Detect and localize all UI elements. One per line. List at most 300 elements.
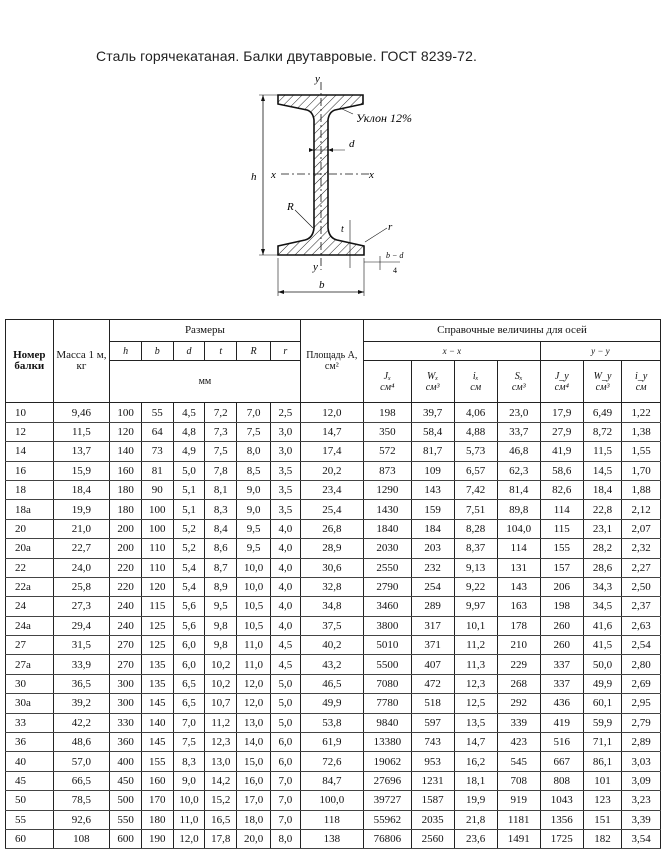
beam-number-cell: 22 (6, 558, 54, 577)
table-cell: 163 (497, 597, 540, 616)
beam-number-cell: 27 (6, 636, 54, 655)
table-cell: 29,4 (53, 616, 110, 635)
table-row (6, 558, 661, 577)
table-cell: 21,0 (53, 519, 110, 538)
table-cell: 4,8 (173, 422, 205, 441)
label-x-right: x (369, 169, 374, 181)
table-cell: 90 (141, 480, 173, 499)
table-cell: 22,8 (583, 500, 622, 519)
table-cell: 42,2 (53, 713, 110, 732)
table-cell: 27,3 (53, 597, 110, 616)
table-cell: 39727 (364, 791, 412, 810)
table-cell: 17,0 (237, 791, 271, 810)
table-cell: 1,55 (622, 442, 661, 461)
beam-number-cell: 16 (6, 461, 54, 480)
table-cell: 19,9 (53, 500, 110, 519)
table-cell: 12,0 (173, 829, 205, 848)
table-cell: 64 (141, 422, 173, 441)
table-row (6, 810, 661, 829)
table-cell: 20,0 (237, 829, 271, 848)
table-cell: 2550 (364, 558, 412, 577)
table-row (6, 694, 661, 713)
table-cell: 10,5 (237, 616, 271, 635)
table-cell: 34,3 (583, 577, 622, 596)
table-cell: 220 (110, 577, 142, 596)
table-cell: 7,0 (173, 713, 205, 732)
dim-h-header: h (110, 342, 142, 361)
table-cell: 14,5 (583, 461, 622, 480)
table-cell: 13,5 (454, 713, 497, 732)
table-cell: 5,0 (271, 694, 301, 713)
table-cell: 5,0 (271, 713, 301, 732)
beam-number-cell: 30 (6, 674, 54, 693)
table-cell: 11,0 (237, 636, 271, 655)
table-cell: 145 (141, 694, 173, 713)
ref-ix: iₓ см (454, 361, 497, 403)
table-cell: 16,5 (205, 810, 237, 829)
table-cell: 170 (141, 791, 173, 810)
table-cell: 25,8 (53, 577, 110, 596)
table-cell: 1356 (540, 810, 583, 829)
table-cell: 2,27 (622, 558, 661, 577)
table-cell: 33,9 (53, 655, 110, 674)
table-cell: 2790 (364, 577, 412, 596)
table-cell: 13,0 (237, 713, 271, 732)
table-cell: 23,6 (454, 829, 497, 848)
dim-d-header: d (173, 342, 205, 361)
table-cell: 4,0 (271, 519, 301, 538)
table-cell: 48,6 (53, 733, 110, 752)
table-cell: 27696 (364, 771, 412, 790)
label-x-left: x (271, 169, 276, 181)
table-cell: 206 (540, 577, 583, 596)
table-cell: 292 (497, 694, 540, 713)
table-cell: 11,5 (583, 442, 622, 461)
table-cell: 18,1 (454, 771, 497, 790)
table-row (6, 733, 661, 752)
table-cell: 89,8 (497, 500, 540, 519)
table-cell: 31,5 (53, 636, 110, 655)
table-cell: 125 (141, 636, 173, 655)
table-cell: 10,5 (237, 597, 271, 616)
table-cell: 8,28 (454, 519, 497, 538)
table-cell: 436 (540, 694, 583, 713)
table-cell: 30,6 (300, 558, 363, 577)
ref-Jy: J_y см⁴ (540, 361, 583, 403)
table-row (6, 791, 661, 810)
table-cell: 20,2 (300, 461, 363, 480)
table-cell: 3800 (364, 616, 412, 635)
table-row (6, 636, 661, 655)
table-cell: 72,6 (300, 752, 363, 771)
table-cell: 125 (141, 616, 173, 635)
table-cell: 2,89 (622, 733, 661, 752)
ref-Wx: Wₓ см³ (411, 361, 454, 403)
table-cell: 240 (110, 616, 142, 635)
table-cell: 229 (497, 655, 540, 674)
table-cell: 8,4 (205, 519, 237, 538)
table-cell: 40,2 (300, 636, 363, 655)
table-cell: 115 (141, 597, 173, 616)
table-cell: 6,0 (271, 733, 301, 752)
table-cell: 33,7 (497, 422, 540, 441)
table-cell: 2,37 (622, 597, 661, 616)
table-cell: 3,03 (622, 752, 661, 771)
table-cell: 339 (497, 713, 540, 732)
table-cell: 12,5 (454, 694, 497, 713)
table-cell: 4,5 (271, 655, 301, 674)
table-cell: 84,7 (300, 771, 363, 790)
table-cell: 419 (540, 713, 583, 732)
table-cell: 1181 (497, 810, 540, 829)
table-cell: 953 (411, 752, 454, 771)
table-cell: 8,3 (173, 752, 205, 771)
table-cell: 708 (497, 771, 540, 790)
label-r: r (388, 221, 393, 233)
label-slope: Уклон 12% (356, 111, 412, 125)
table-row (6, 771, 661, 790)
table-cell: 10,2 (205, 674, 237, 693)
table-cell: 101 (583, 771, 622, 790)
table-cell: 23,0 (497, 403, 540, 422)
table-cell: 3,09 (622, 771, 661, 790)
table-cell: 23,4 (300, 480, 363, 499)
table-cell: 104,0 (497, 519, 540, 538)
table-cell: 58,6 (540, 461, 583, 480)
page-title: Сталь горячекатаная. Балки двутавровые. ГОСТ 8239-72. (96, 48, 477, 64)
dims-group-header: Размеры (110, 320, 300, 342)
table-cell: 4,0 (271, 577, 301, 596)
table-cell: 12,0 (300, 403, 363, 422)
table-body (6, 403, 661, 849)
table-cell: 7,5 (173, 733, 205, 752)
table-cell: 11,0 (237, 655, 271, 674)
table-cell: 140 (141, 713, 173, 732)
table-cell: 10,0 (237, 577, 271, 596)
table-cell: 300 (110, 674, 142, 693)
table-cell: 7,51 (454, 500, 497, 519)
table-cell: 4,0 (271, 616, 301, 635)
table-cell: 110 (141, 539, 173, 558)
table-cell: 200 (110, 519, 142, 538)
beam-number-cell: 14 (6, 442, 54, 461)
table-cell: 13380 (364, 733, 412, 752)
col-number-header: Номер балки (6, 320, 54, 403)
table-cell: 260 (540, 616, 583, 635)
table-cell: 28,6 (583, 558, 622, 577)
beam-table (5, 319, 661, 849)
table-cell: 60,1 (583, 694, 622, 713)
label-t: t (341, 224, 344, 235)
beam-number-cell: 18 (6, 480, 54, 499)
table-row (6, 422, 661, 441)
table-cell: 550 (110, 810, 142, 829)
table-cell: 270 (110, 655, 142, 674)
table-cell: 4,0 (271, 558, 301, 577)
table-cell: 41,6 (583, 616, 622, 635)
table-cell: 12,0 (237, 694, 271, 713)
table-cell: 8,5 (237, 461, 271, 480)
ref-Wy: W_y см³ (583, 361, 622, 403)
table-cell: 34,8 (300, 597, 363, 616)
table-cell: 6,0 (173, 636, 205, 655)
table-row (6, 674, 661, 693)
table-cell: 1043 (540, 791, 583, 810)
table-cell: 8,37 (454, 539, 497, 558)
table-cell: 5010 (364, 636, 412, 655)
table-cell: 8,0 (237, 442, 271, 461)
table-cell: 49,9 (583, 674, 622, 693)
table-cell: 9,5 (237, 519, 271, 538)
table-cell: 100 (141, 519, 173, 538)
table-cell: 36,5 (53, 674, 110, 693)
table-cell: 81 (141, 461, 173, 480)
table-row (6, 480, 661, 499)
table-cell: 120 (141, 577, 173, 596)
label-R: R (287, 201, 294, 213)
table-cell: 21,8 (454, 810, 497, 829)
col-area-header: Площадь A, см² (300, 320, 363, 403)
table-cell: 61,9 (300, 733, 363, 752)
table-cell: 81,7 (411, 442, 454, 461)
table-cell: 1,88 (622, 480, 661, 499)
beam-number-cell: 36 (6, 733, 54, 752)
table-cell: 1840 (364, 519, 412, 538)
table-cell: 10,7 (205, 694, 237, 713)
table-cell: 330 (110, 713, 142, 732)
table-cell: 6,49 (583, 403, 622, 422)
table-cell: 3,5 (271, 500, 301, 519)
table-cell: 18,4 (583, 480, 622, 499)
table-cell: 5,1 (173, 500, 205, 519)
table-cell: 81,4 (497, 480, 540, 499)
table-cell: 572 (364, 442, 412, 461)
table-cell: 19062 (364, 752, 412, 771)
label-bd-den: 4 (393, 266, 397, 275)
table-cell: 138 (300, 829, 363, 848)
label-y-bottom: y (313, 261, 318, 273)
dim-R-header: R (237, 342, 271, 361)
table-cell: 3,39 (622, 810, 661, 829)
table-cell: 8,7 (205, 558, 237, 577)
table-cell: 135 (141, 674, 173, 693)
table-cell: 12,3 (205, 733, 237, 752)
table-cell: 19,9 (454, 791, 497, 810)
table-cell: 28,2 (583, 539, 622, 558)
table-cell: 66,5 (53, 771, 110, 790)
table-cell: 2,50 (622, 577, 661, 596)
beam-number-cell: 40 (6, 752, 54, 771)
table-cell: 39,7 (411, 403, 454, 422)
table-cell: 14,2 (205, 771, 237, 790)
table-cell: 873 (364, 461, 412, 480)
table-cell: 6,57 (454, 461, 497, 480)
table-cell: 25,4 (300, 500, 363, 519)
table-cell: 27,9 (540, 422, 583, 441)
table-cell: 26,8 (300, 519, 363, 538)
table-cell: 8,9 (205, 577, 237, 596)
dim-b-header: b (141, 342, 173, 361)
table-row (6, 500, 661, 519)
table-cell: 11,5 (53, 422, 110, 441)
table-cell: 9,5 (237, 539, 271, 558)
table-cell: 11,0 (173, 810, 205, 829)
table-cell: 50,0 (583, 655, 622, 674)
table-row (6, 713, 661, 732)
table-cell: 200 (110, 539, 142, 558)
table-cell: 667 (540, 752, 583, 771)
table-cell: 270 (110, 636, 142, 655)
table-cell: 12,3 (454, 674, 497, 693)
table-cell: 9840 (364, 713, 412, 732)
table-cell: 5,2 (173, 519, 205, 538)
table-cell: 10,0 (173, 791, 205, 810)
table-cell: 5,4 (173, 558, 205, 577)
label-d: d (349, 138, 355, 150)
table-cell: 135 (141, 655, 173, 674)
table-row (6, 597, 661, 616)
label-b: b (319, 279, 325, 291)
table-cell: 143 (497, 577, 540, 596)
dim-t-header: t (205, 342, 237, 361)
label-y-top: y (315, 73, 320, 85)
table-cell: 140 (110, 442, 142, 461)
table-cell: 184 (411, 519, 454, 538)
beam-number-cell: 22a (6, 577, 54, 596)
table-cell: 14,0 (237, 733, 271, 752)
table-cell: 71,1 (583, 733, 622, 752)
table-cell: 4,9 (173, 442, 205, 461)
table-cell: 240 (110, 597, 142, 616)
table-cell: 8,3 (205, 500, 237, 519)
table-cell: 118 (300, 810, 363, 829)
table-cell: 110 (141, 558, 173, 577)
table-cell: 82,6 (540, 480, 583, 499)
table-cell: 59,9 (583, 713, 622, 732)
table-cell: 337 (540, 655, 583, 674)
table-row (6, 519, 661, 538)
table-cell: 8,1 (205, 480, 237, 499)
table-cell: 57,0 (53, 752, 110, 771)
table-cell: 9,97 (454, 597, 497, 616)
table-cell: 109 (411, 461, 454, 480)
table-cell: 5,2 (173, 539, 205, 558)
table-cell: 11,2 (205, 713, 237, 732)
table-cell: 289 (411, 597, 454, 616)
table-cell: 743 (411, 733, 454, 752)
table-cell: 10,1 (454, 616, 497, 635)
table-cell: 518 (411, 694, 454, 713)
table-cell: 55 (141, 403, 173, 422)
beam-number-cell: 24 (6, 597, 54, 616)
beam-number-cell: 30a (6, 694, 54, 713)
beam-number-cell: 45 (6, 771, 54, 790)
table-cell: 100,0 (300, 791, 363, 810)
table-cell: 190 (141, 829, 173, 848)
table-cell: 9,0 (173, 771, 205, 790)
table-cell: 2560 (411, 829, 454, 848)
table-cell: 120 (110, 422, 142, 441)
label-h: h (251, 171, 257, 183)
table-row (6, 829, 661, 848)
table-cell: 3,23 (622, 791, 661, 810)
table-cell: 180 (141, 810, 173, 829)
i-beam-diagram (225, 70, 425, 302)
table-cell: 6,0 (173, 655, 205, 674)
beam-number-cell: 50 (6, 791, 54, 810)
beam-number-cell: 27a (6, 655, 54, 674)
beam-number-cell: 20a (6, 539, 54, 558)
table-cell: 46,8 (497, 442, 540, 461)
table-cell: 5,73 (454, 442, 497, 461)
table-cell: 9,46 (53, 403, 110, 422)
table-cell: 12,0 (237, 674, 271, 693)
table-cell: 7,0 (271, 791, 301, 810)
table-cell: 16,0 (237, 771, 271, 790)
dims-unit: мм (110, 361, 300, 403)
table-cell: 16,2 (454, 752, 497, 771)
table-cell: 159 (411, 500, 454, 519)
table-cell: 5,1 (173, 480, 205, 499)
table-cell: 4,88 (454, 422, 497, 441)
beam-number-cell: 55 (6, 810, 54, 829)
table-cell: 49,9 (300, 694, 363, 713)
table-cell: 86,1 (583, 752, 622, 771)
table-cell: 1587 (411, 791, 454, 810)
table-cell: 516 (540, 733, 583, 752)
table-cell: 232 (411, 558, 454, 577)
table-cell: 4,5 (173, 403, 205, 422)
table-cell: 2,63 (622, 616, 661, 635)
table-cell: 7,3 (205, 422, 237, 441)
table-cell: 5,6 (173, 616, 205, 635)
table-cell: 1231 (411, 771, 454, 790)
table-cell: 6,5 (173, 694, 205, 713)
table-cell: 155 (141, 752, 173, 771)
table-cell: 14,7 (454, 733, 497, 752)
table-cell: 8,6 (205, 539, 237, 558)
table-cell: 10,2 (205, 655, 237, 674)
table-cell: 160 (141, 771, 173, 790)
table-cell: 545 (497, 752, 540, 771)
table-cell: 7080 (364, 674, 412, 693)
beam-number-cell: 24a (6, 616, 54, 635)
table-cell: 2,32 (622, 539, 661, 558)
table-cell: 268 (497, 674, 540, 693)
axis-xx-header: x − x (364, 342, 541, 361)
table-row (6, 442, 661, 461)
table-cell: 9,22 (454, 577, 497, 596)
table-cell: 131 (497, 558, 540, 577)
table-cell: 1,38 (622, 422, 661, 441)
col-mass-header: Масса 1 м, кг (53, 320, 110, 403)
table-cell: 10,0 (237, 558, 271, 577)
table-cell: 28,9 (300, 539, 363, 558)
table-cell: 160 (110, 461, 142, 480)
table-cell: 18,4 (53, 480, 110, 499)
beam-number-cell: 33 (6, 713, 54, 732)
table-cell: 41,9 (540, 442, 583, 461)
table-cell: 450 (110, 771, 142, 790)
table-cell: 3,5 (271, 461, 301, 480)
table-cell: 182 (583, 829, 622, 848)
dim-r-header: r (271, 342, 301, 361)
table-cell: 2,80 (622, 655, 661, 674)
table-cell: 8,0 (271, 829, 301, 848)
ref-group-header: Справочные величины для осей (364, 320, 661, 342)
table-row (6, 616, 661, 635)
table-cell: 9,5 (205, 597, 237, 616)
